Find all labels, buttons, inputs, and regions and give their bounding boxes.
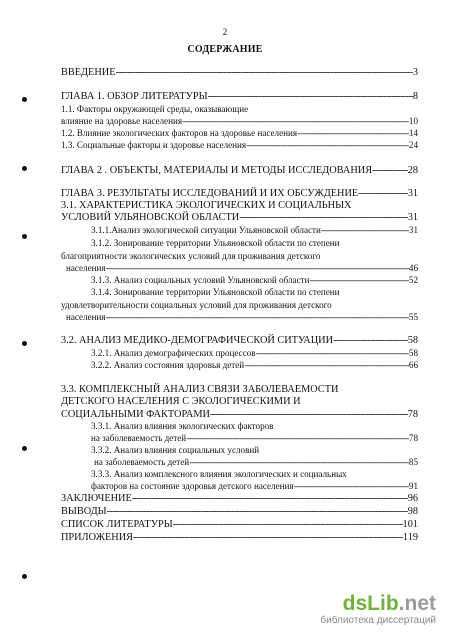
toc-entry-1-3: 1.3. Социальные факторы и здоровье населения ----- 24	[61, 139, 418, 152]
toc-entry-3-1-1: 3.1.1.Анализ экологической ситуации Ульяновской области ----- 31	[91, 224, 418, 237]
margin-bullet	[22, 446, 27, 451]
toc-entry-3-1-4-end: населения ----- 55	[66, 311, 418, 324]
toc-entry-3-1: 3.1. ХАРАКТЕРИСТИКА ЭКОЛОГИЧЕСКИХ И СОЦИАЛЬНЫХ	[61, 200, 352, 211]
toc-entry-3-2-2: 3.2.2. Анализ состояния здоровья детей ----- 66	[91, 359, 418, 372]
toc-entry-3-1-4: 3.1.4. Зонирование территории Ульяновской области по степени	[91, 287, 340, 297]
toc-entry-3-1-2: 3.1.2. Зонирование территории Ульяновской области по степени	[91, 238, 340, 248]
dslib-logo: dsLib.net	[342, 592, 436, 615]
toc-entry-introduction: ВВЕДЕНИЕ ----- 3	[61, 66, 418, 79]
toc-entry-3-3-1-end: на заболеваемость детей ----- 78	[91, 432, 418, 445]
toc-entry-3-3-2-end: на заболеваемость детей ----- 85	[94, 456, 418, 469]
site-watermark	[320, 593, 436, 627]
toc-entry-3-1-cont: УСЛОВИЙ УЛЬЯНОВСКОЙ ОБЛАСТИ ----- 31	[61, 211, 418, 224]
margin-bullet	[22, 341, 27, 346]
toc-entry-3-2: 3.2. АНАЛИЗ МЕДИКО-ДЕМОГРАФИЧЕСКОЙ СИТУАЦИИ ----- 58	[61, 334, 418, 347]
toc-entry-chapter-2: ГЛАВА 2 . ОБЪЕКТЫ, МАТЕРИАЛЫ И МЕТОДЫ ИССЛЕДОВАНИЯ ----- 28	[61, 164, 418, 177]
toc-entry-3-3-1: 3.3.1. Анализ влияния экологических факторов	[91, 421, 274, 431]
toc-entry-1-1: 1.1. Факторы окружающей среды, оказывающие	[61, 104, 249, 114]
toc-entry-3-3-3-end: факторов на состояние здоровья детского населения ----- 91	[91, 480, 418, 493]
toc-entry-3-3-3: 3.3.3. Анализ комплексного влияния экологических и социальных	[91, 469, 347, 479]
toc-entry-3-3-2: 3.3.2. Анализ влияния социальных условий	[91, 445, 260, 455]
toc-entry-3-3-end: СОЦИАЛЬНЫМИ ФАКТОРАМИ ----- 78	[61, 408, 418, 421]
toc-entry-1-2: 1.2. Влияние экологических факторов на здоровье населения ----- 14	[61, 127, 418, 140]
watermark-subtitle: библиотека диссертаций	[320, 615, 436, 626]
margin-bullet	[22, 97, 27, 102]
toc-entry-chapter-1: ГЛАВА 1. ОБЗОР ЛИТЕРАТУРЫ ----- 8	[61, 90, 418, 103]
margin-bullet	[22, 234, 27, 239]
margin-bullet	[22, 166, 27, 171]
toc-entry-3-2-1: 3.2.1. Анализ демографических процессов ----- 58	[91, 347, 418, 360]
toc-entry-references: СПИСОК ЛИТЕРАТУРЫ ----- 101	[61, 518, 418, 531]
page-title: СОДЕРЖАНИЕ	[187, 44, 263, 55]
toc-entry-1-1-cont: влияние на здоровье населения ----- 10	[61, 115, 418, 128]
toc-entry-conclusion: ЗАКЛЮЧЕНИЕ ----- 96	[61, 492, 418, 505]
page-number: 2	[222, 27, 228, 37]
toc-entry-chapter-3: ГЛАВА 3. РЕЗУЛЬТАТЫ ИССЛЕДОВАНИЙ И ИХ ОБСУЖДЕНИЕ ----- 31	[61, 187, 418, 200]
toc-entry-3-1-3: 3.1.3. Анализ социальных условий Ульяновской области ----- 52	[91, 274, 418, 287]
toc-entry-3-1-4-cont: удовлетворительности социальных условий для проживания детского	[61, 300, 332, 310]
toc-entry-3-3-cont: ДЕТСКОГО НАСЕЛЕНИЯ С ЭКОЛОГИЧЕСКИМИ И	[61, 396, 301, 407]
margin-bullet	[22, 574, 27, 579]
toc-entry-appendices: ПРИЛОЖЕНИЯ ----- 119	[61, 531, 418, 544]
toc-entry-3-3: 3.3. КОМПЛЕКСНЫЙ АНАЛИЗ СВЯЗИ ЗАБОЛЕВАЕМОСТИ	[61, 384, 339, 395]
toc-entry-findings: ВЫВОДЫ ----- 98	[61, 505, 418, 518]
toc-entry-3-1-2-cont: благоприятности экологических условий для проживания детского	[61, 251, 321, 261]
toc-entry-3-1-2-end: населения ----- 46	[66, 262, 418, 275]
